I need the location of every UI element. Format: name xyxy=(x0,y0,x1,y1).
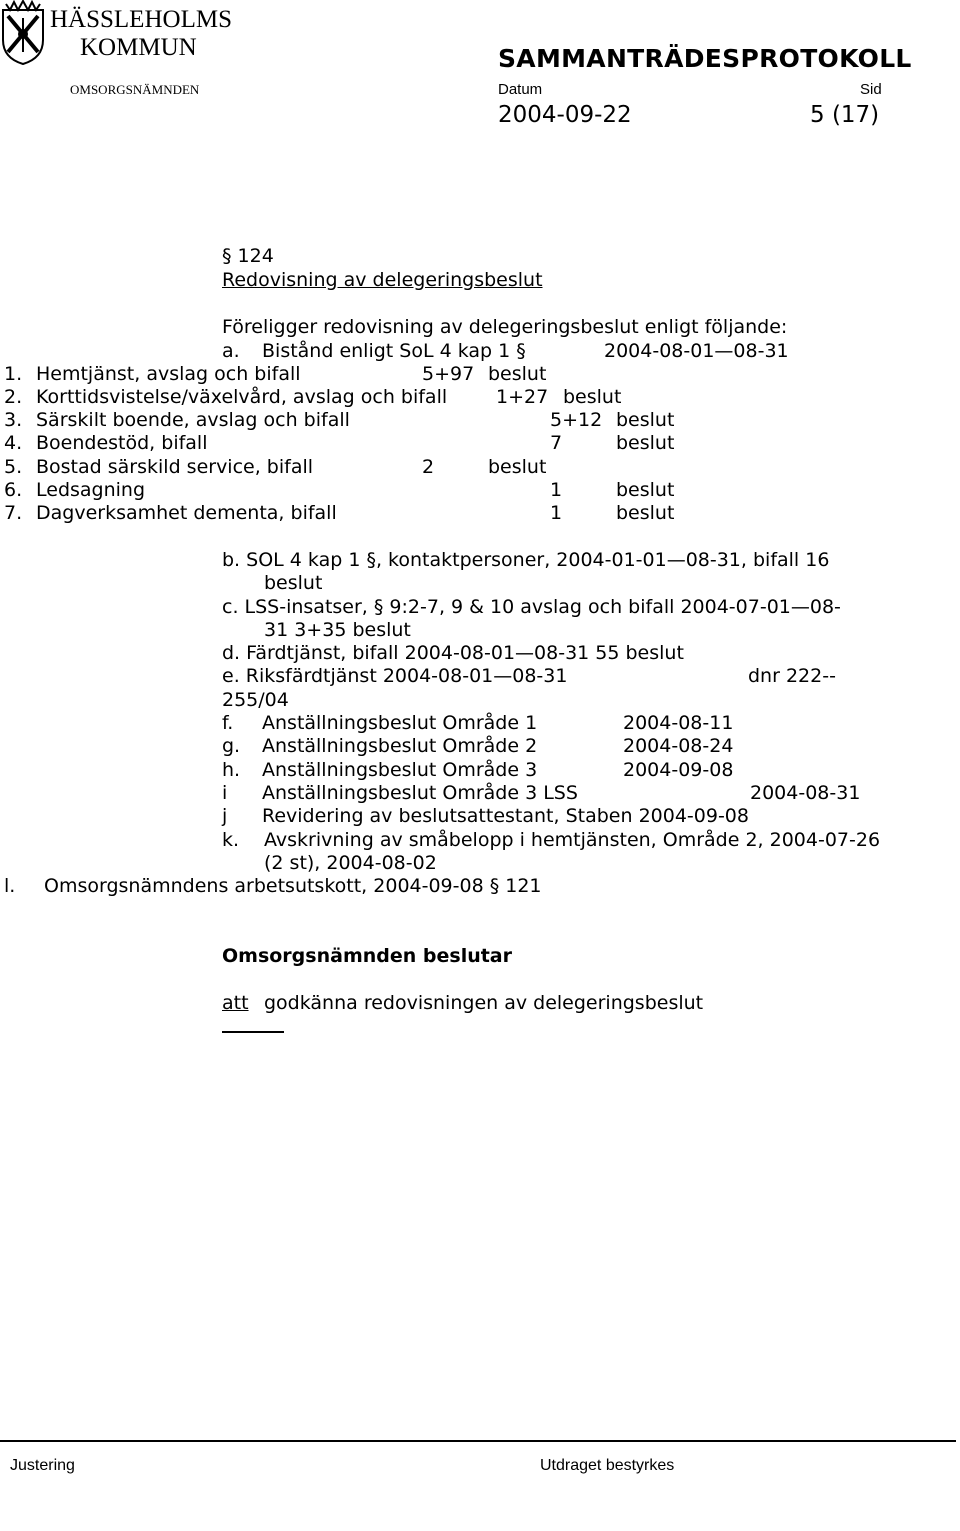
list-item-text: Korttidsvistelse/växelvård, avslag och bifall xyxy=(36,386,448,408)
item-c-line1: c. LSS-insatser, § 9:2-7, 9 & 10 avslag och bifall 2004-07-01—08- xyxy=(222,596,841,618)
list-item-count: 5+12 xyxy=(550,409,603,431)
decision-att: att xyxy=(222,992,249,1014)
list-item-text: Bostad särskild service, bifall xyxy=(36,456,314,478)
decision-heading: Omsorgsnämnden beslutar xyxy=(222,945,513,967)
list-item-number: 2. xyxy=(4,386,23,408)
item-a-text: Bistånd enligt SoL 4 kap 1 § xyxy=(262,340,526,362)
list-item-number: 1. xyxy=(4,363,23,385)
item-h-date: 2004-09-08 xyxy=(623,759,734,781)
item-l-text: Omsorgsnämndens arbetsutskott, 2004-09-08 § 121 xyxy=(44,875,542,897)
section-title: Redovisning av delegeringsbeslut xyxy=(222,269,543,291)
item-j-text: Revidering av beslutsattestant, Staben 2004-09-08 xyxy=(262,805,749,827)
list-item-text: Dagverksamhet dementa, bifall xyxy=(36,502,337,524)
list-item-unit: beslut xyxy=(616,479,675,501)
item-f-label: f. xyxy=(222,712,234,734)
item-l-label: l. xyxy=(4,875,16,897)
item-e-dnr: dnr 222-- xyxy=(748,665,836,687)
list-item-number: 7. xyxy=(4,502,23,524)
list-item-unit: beslut xyxy=(563,386,622,408)
item-c-line2: 31 3+35 beslut xyxy=(264,619,411,641)
org-name-line2: KOMMUN xyxy=(80,34,197,61)
item-d: d. Färdtjänst, bifall 2004-08-01—08-31 55 beslut xyxy=(222,642,684,664)
item-h-label: h. xyxy=(222,759,241,781)
item-f-date: 2004-08-11 xyxy=(623,712,734,734)
section-intro: Föreligger redovisning av delegeringsbeslut enligt följande: xyxy=(222,316,788,338)
footer-divider xyxy=(0,1440,956,1442)
list-item-unit: beslut xyxy=(488,363,547,385)
footer-justering: Justering xyxy=(10,1457,75,1474)
list-item-text: Boendestöd, bifall xyxy=(36,432,208,454)
page-label: Sid xyxy=(860,81,882,98)
list-item-text: Hemtjänst, avslag och bifall xyxy=(36,363,301,385)
item-g-text: Anställningsbeslut Område 2 xyxy=(262,735,538,757)
item-e-line1: e. Riksfärdtjänst 2004-08-01—08-31 xyxy=(222,665,568,687)
item-a-period: 2004-08-01—08-31 xyxy=(604,340,789,362)
list-item-number: 6. xyxy=(4,479,23,501)
item-i-text: Anställningsbeslut Område 3 LSS xyxy=(262,782,578,804)
item-g-date: 2004-08-24 xyxy=(623,735,734,757)
list-item-count: 1 xyxy=(550,502,563,524)
list-item-number: 5. xyxy=(4,456,23,478)
item-k-text: Avskrivning av småbelopp i hemtjänsten, Område 2, 2004-07-26 xyxy=(264,829,881,851)
meeting-date: 2004-09-22 xyxy=(498,102,632,128)
page-number: 5 (17) xyxy=(810,102,880,128)
list-item-count: 1 xyxy=(550,479,563,501)
item-k-label: k. xyxy=(222,829,240,851)
document-title: SAMMANTRÄDESPROTOKOLL xyxy=(498,44,912,73)
list-item-unit: beslut xyxy=(616,502,675,524)
list-item-unit: beslut xyxy=(488,456,547,478)
item-i-date: 2004-08-31 xyxy=(750,782,861,804)
org-name-line1: HÄSSLEHOLMS xyxy=(50,6,232,33)
footer-utdraget-bestyrkes: Utdraget bestyrkes xyxy=(540,1457,675,1474)
item-g-label: g. xyxy=(222,735,241,757)
list-item-number: 3. xyxy=(4,409,23,431)
list-item-count: 5+97 xyxy=(422,363,475,385)
item-e-line2: 255/04 xyxy=(222,689,289,711)
list-item-unit: beslut xyxy=(616,432,675,454)
item-b-line2: beslut xyxy=(264,572,323,594)
list-item-number: 4. xyxy=(4,432,23,454)
list-item-count: 2 xyxy=(422,456,435,478)
item-h-text: Anställningsbeslut Område 3 xyxy=(262,759,538,781)
item-a-label: a. xyxy=(222,340,240,362)
item-k-line2: (2 st), 2004-08-02 xyxy=(264,852,437,874)
item-b-line1: b. SOL 4 kap 1 §, kontaktpersoner, 2004-01-01—08-31, bifall 16 xyxy=(222,549,830,571)
item-f-text: Anställningsbeslut Område 1 xyxy=(262,712,538,734)
list-item-count: 7 xyxy=(550,432,563,454)
section-number: § 124 xyxy=(222,245,274,267)
item-i-label: i xyxy=(222,782,228,804)
list-item-count: 1+27 xyxy=(496,386,549,408)
list-item-unit: beslut xyxy=(616,409,675,431)
department-name: OMSORGSNÄMNDEN xyxy=(70,82,200,97)
decision-text: godkänna redovisningen av delegeringsbeslut xyxy=(264,992,704,1014)
list-item-text: Särskilt boende, avslag och bifall xyxy=(36,409,350,431)
list-item-text: Ledsagning xyxy=(36,479,146,501)
decision-separator xyxy=(222,1031,284,1033)
item-j-label: j xyxy=(222,805,228,827)
date-label: Datum xyxy=(498,81,543,98)
municipality-crest-icon xyxy=(0,0,46,66)
